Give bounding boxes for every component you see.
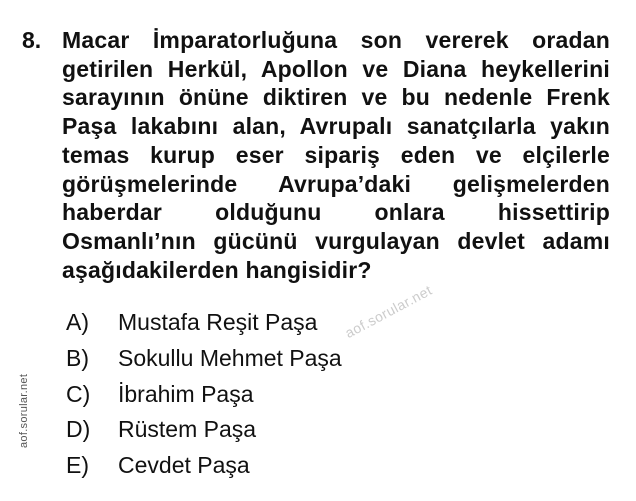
option-text: İbrahim Paşa xyxy=(118,380,254,407)
option-letter: A) xyxy=(66,309,89,335)
watermark-diagonal: aof.sorular.net xyxy=(342,281,435,342)
option-d[interactable] xyxy=(66,412,342,448)
option-text: Rüstem Paşa xyxy=(118,416,257,443)
option-letter: D) xyxy=(66,416,91,443)
option-a[interactable] xyxy=(66,305,342,341)
question-text: Macar İmparatorluğuna son vererek oradan getirilen Herkül, Apollon ve Diana heykellerini sarayının önüne diktiren ve bu nedenle Frenk Paşa lakabını alan, Avrupalı sanatçılarla yakın temas kurup eser sipariş eden ve elçilerle görüşmelerinde Avrupa’daki gelişmelerden haberdar olduğunu onlara hissettirip Osmanlı’nın gücünü vurgulayan devlet adamı aşağıdakilerden hangisidir? xyxy=(62,27,610,283)
answer-options xyxy=(66,305,342,484)
option-b[interactable] xyxy=(66,341,342,377)
option-text: Sokullu Mehmet Paşa xyxy=(118,344,342,371)
option-letter: C) xyxy=(66,380,91,407)
watermark-side: aof.sorular.net xyxy=(18,373,30,448)
option-letter: E) xyxy=(66,452,89,479)
option-c[interactable] xyxy=(66,377,342,413)
option-text: Mustafa Reşit Paşa xyxy=(118,309,318,335)
option-text: Cevdet Paşa xyxy=(118,452,250,479)
option-letter: B) xyxy=(66,344,89,371)
option-e[interactable] xyxy=(66,448,342,484)
question-number: 8. xyxy=(22,27,42,53)
